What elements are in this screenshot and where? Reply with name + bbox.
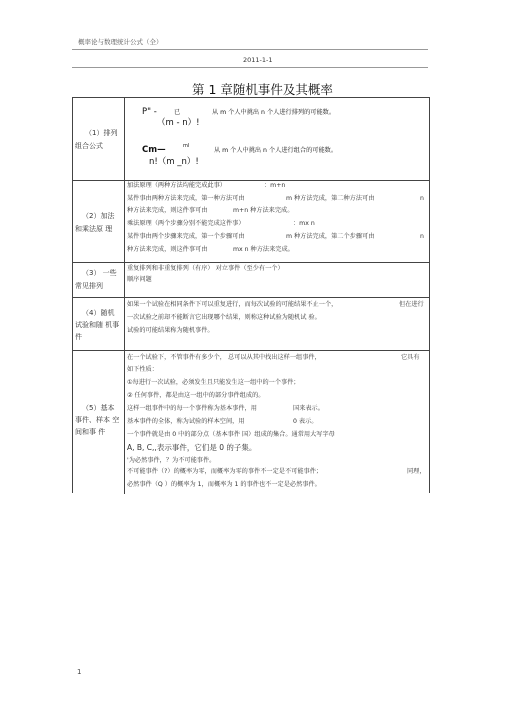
row-content: 在一个试验下，不管事件有多少个， 总可以从其中找出这样一组事件， 它具有 如下性质： ①每进行一次试验，必须发生且只能发生这一组中的一个事件； ② 任何事件，都是由这一组中的部分事件组成的。 这样一组事件中的每一个事件称为基本事件，用 国来表示。 基本事件的全体，称为试验的样本空间，用 0 表示。 一个事件就是由 0 中的部分点（基本事件 国）组成的集合。通常用大写字母 A, B, C,,表示事件，它们是 0 的子集。 '为必然事件，？为不可能事件。 不可能事件（?）的概率为零，而概率为零的事件不一定是不可能事件； 同理， 必然事件（Q ）的概率为 1，而概率为 1 的事件也不一定是必然事件。	[127, 354, 426, 488]
row-label: （3） 一些 常见排列	[73, 263, 125, 297]
text-line: 如下性质：	[127, 366, 158, 373]
formula-table	[72, 97, 430, 493]
text-line: 重复排列和非重复排列（有序） 对立事件（至少有一个）	[127, 265, 284, 272]
table-row	[73, 181, 429, 263]
text-line: 顺序问题	[127, 276, 152, 283]
header-rule	[72, 49, 428, 50]
row-content	[126, 263, 429, 297]
chapter-title: 第 1 章随机事件及其概率	[192, 82, 333, 97]
table-row	[73, 263, 429, 298]
text-line: ①每进行一次试验，必须发生且只能发生这一组中的一个事件；	[127, 379, 300, 386]
formula-line: n!（m _n）!	[149, 157, 199, 167]
row-label: （5）基本 事件、样本 空 间和事 件	[73, 351, 125, 494]
table-row	[73, 351, 429, 494]
date-rule	[72, 67, 428, 68]
table-row	[73, 98, 429, 181]
text-line: 一次试验之前却不能断言它出现哪个结果，则称这种试验为随机试 验。	[127, 314, 321, 321]
running-header: 概率论与数理统计公式（全）	[78, 38, 163, 46]
row-content: 加法原理（两种方法均能完成此事） ：m+n 某件事由两种方法来完成，第一种方法可由 m 种方法完成，第二种方法可由 n 种方法来完成，则这件事可由 m+n 种方法来完成。 乘法原理（两个步骤分别不能完成这件事） ：mx n 某件事由两个步骤来完成，第一个步骤可由 m 种方法完成，第二个步骤可由 n 种方法来完成，则这件事可由 mx n 种方法来完成。	[127, 182, 424, 253]
row-label: （2）加法 和乘法原 理	[73, 181, 125, 262]
row-label: （1）排列 组合公式	[73, 98, 125, 180]
table-row	[73, 298, 429, 351]
row-content: P" - 已 从 m 个人中挑出 n 个人进行排列的可能数。 （m - n）! Cm— ml 从 m 个人中挑出 n 个人进行组合的可能数。 n!（m _n）!	[142, 107, 338, 167]
page-number: 1	[77, 668, 82, 676]
text-line: A, B, C,,表示事件，它们是 0 的子集。	[127, 443, 257, 452]
text-line: ② 任何事件，都是由这一组中的部分事件组成的。	[127, 392, 265, 399]
row-content: 如果一个试验在相同条件下可以重复进行，而每次试验的可能结果不止一个， 但在进行 一次试验之前却不能断言它出现哪个结果，则称这种试验为随机试 验。 试验的可能结果称为随机事件。	[127, 301, 424, 334]
text-line: 必然事件（Q ）的概率为 1，而概率为 1 的事件也不一定是必然事件。	[127, 481, 321, 488]
formula-line: （m - n）!	[157, 118, 200, 128]
header-date: 2011-1-1	[243, 56, 273, 64]
text-line: 一个事件就是由 0 中的部分点（基本事件 国）组成的集合。通常用大写字母	[127, 431, 335, 438]
text-line: 试验的可能结果称为随机事件。	[127, 327, 214, 334]
row-label: （4）随机 试验和随 机事 件	[73, 298, 125, 350]
text-line: '为必然事件，？为不可能事件。	[127, 457, 216, 464]
